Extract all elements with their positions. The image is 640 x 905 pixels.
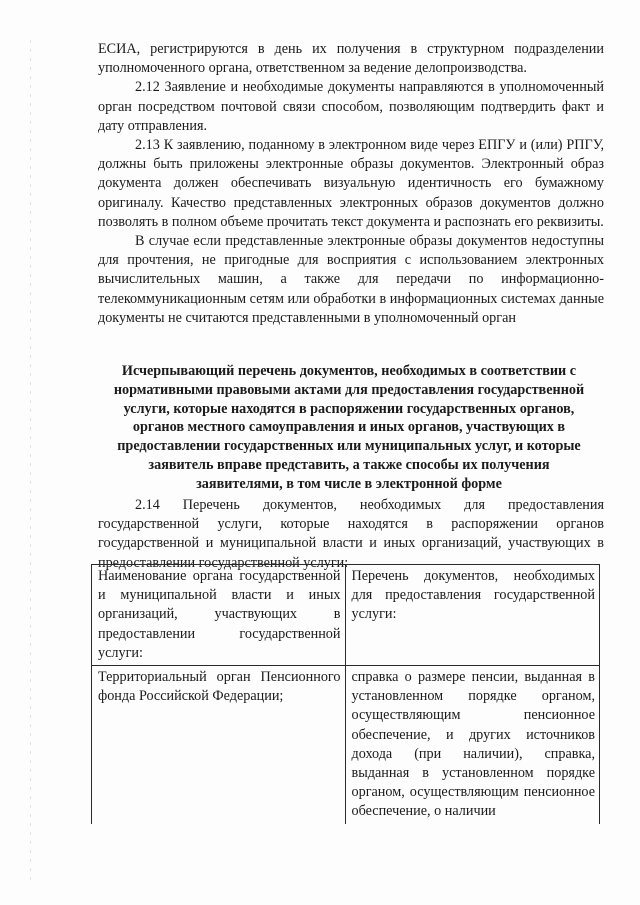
section-heading: Исчерпывающий перечень документов, необходимых в соответствии с нормативными правовыми актами для предоставления государственной услуги, которые находятся в распоряжении государственных органов, органов местного самоуправления и иных органов, участвующих в предоставлении государственных или муниципальных услуг, и которые заявитель вправе представить, а также способы их получения заявителями, в том числе в электронной форме — [113, 363, 585, 492]
table-row — [92, 666, 600, 824]
paragraph-2-14: 2.14 Перечень документов, необходимых для предоставления государственной услуги, которые находятся в распоряжении органов государственной и муниципальной власти и иных организаций, участвующих в предоставлении государственной услуги: — [98, 497, 604, 571]
paragraph-esia-registration: ЕСИА, регистрируются в день их получения в структурном подразделении уполномоченного органа, ответственном за ведение делопроизводства. — [98, 41, 604, 77]
paragraph-2-14-block — [98, 496, 604, 573]
paragraph-2-12: 2.12 Заявление и необходимые документы направляются в уполномоченный орган посредством почтовой связи способом, позволяющим подтвердить факт и дату отправления. — [98, 79, 604, 134]
table-header-authority: Наименование органа государственной и муниципальной власти и иных организаций, участвующих в предоставлении государственной услуги: — [92, 565, 346, 666]
scan-edge-artifact — [30, 40, 31, 880]
paragraph-unreadable-documents: В случае если представленные электронные образы документов недоступны для прочтения, не пригодные для восприятия с использованием электронных вычислительных машин, а также для передачи по информационно-телекоммуникационным сетям или обработки в информационных системах данные документы не считаются представленными в уполномоченный орган — [98, 233, 604, 326]
table-header-documents: Перечень документов, необходимых для предоставления государственной услуги: — [345, 565, 600, 666]
documents-table — [91, 564, 600, 824]
table-cell-documents: справка о размере пенсии, выданная в установленном порядке органом, осуществляющим пенсионное обеспечение, и других источников дохода (при наличии), справка, выданная в установленном порядке органом, осуществляющим пенсионное обеспечение, о наличии — [345, 666, 600, 824]
paragraph-2-13: 2.13 К заявлению, поданному в электронном виде через ЕПГУ и (или) РПГУ, должны быть приложены электронные образы документов. Электронный образ документа должен обеспечивать визуальную идентичность его бумажному оригиналу. Качество представленных электронных образов документов должно позволять в полном объеме прочитать текст документа и распознать его реквизиты. — [98, 137, 604, 230]
body-text-block — [98, 40, 604, 328]
table-header-row — [92, 565, 600, 666]
table-cell-authority: Территориальный орган Пенсионного фонда Российской Федерации; — [92, 666, 346, 824]
